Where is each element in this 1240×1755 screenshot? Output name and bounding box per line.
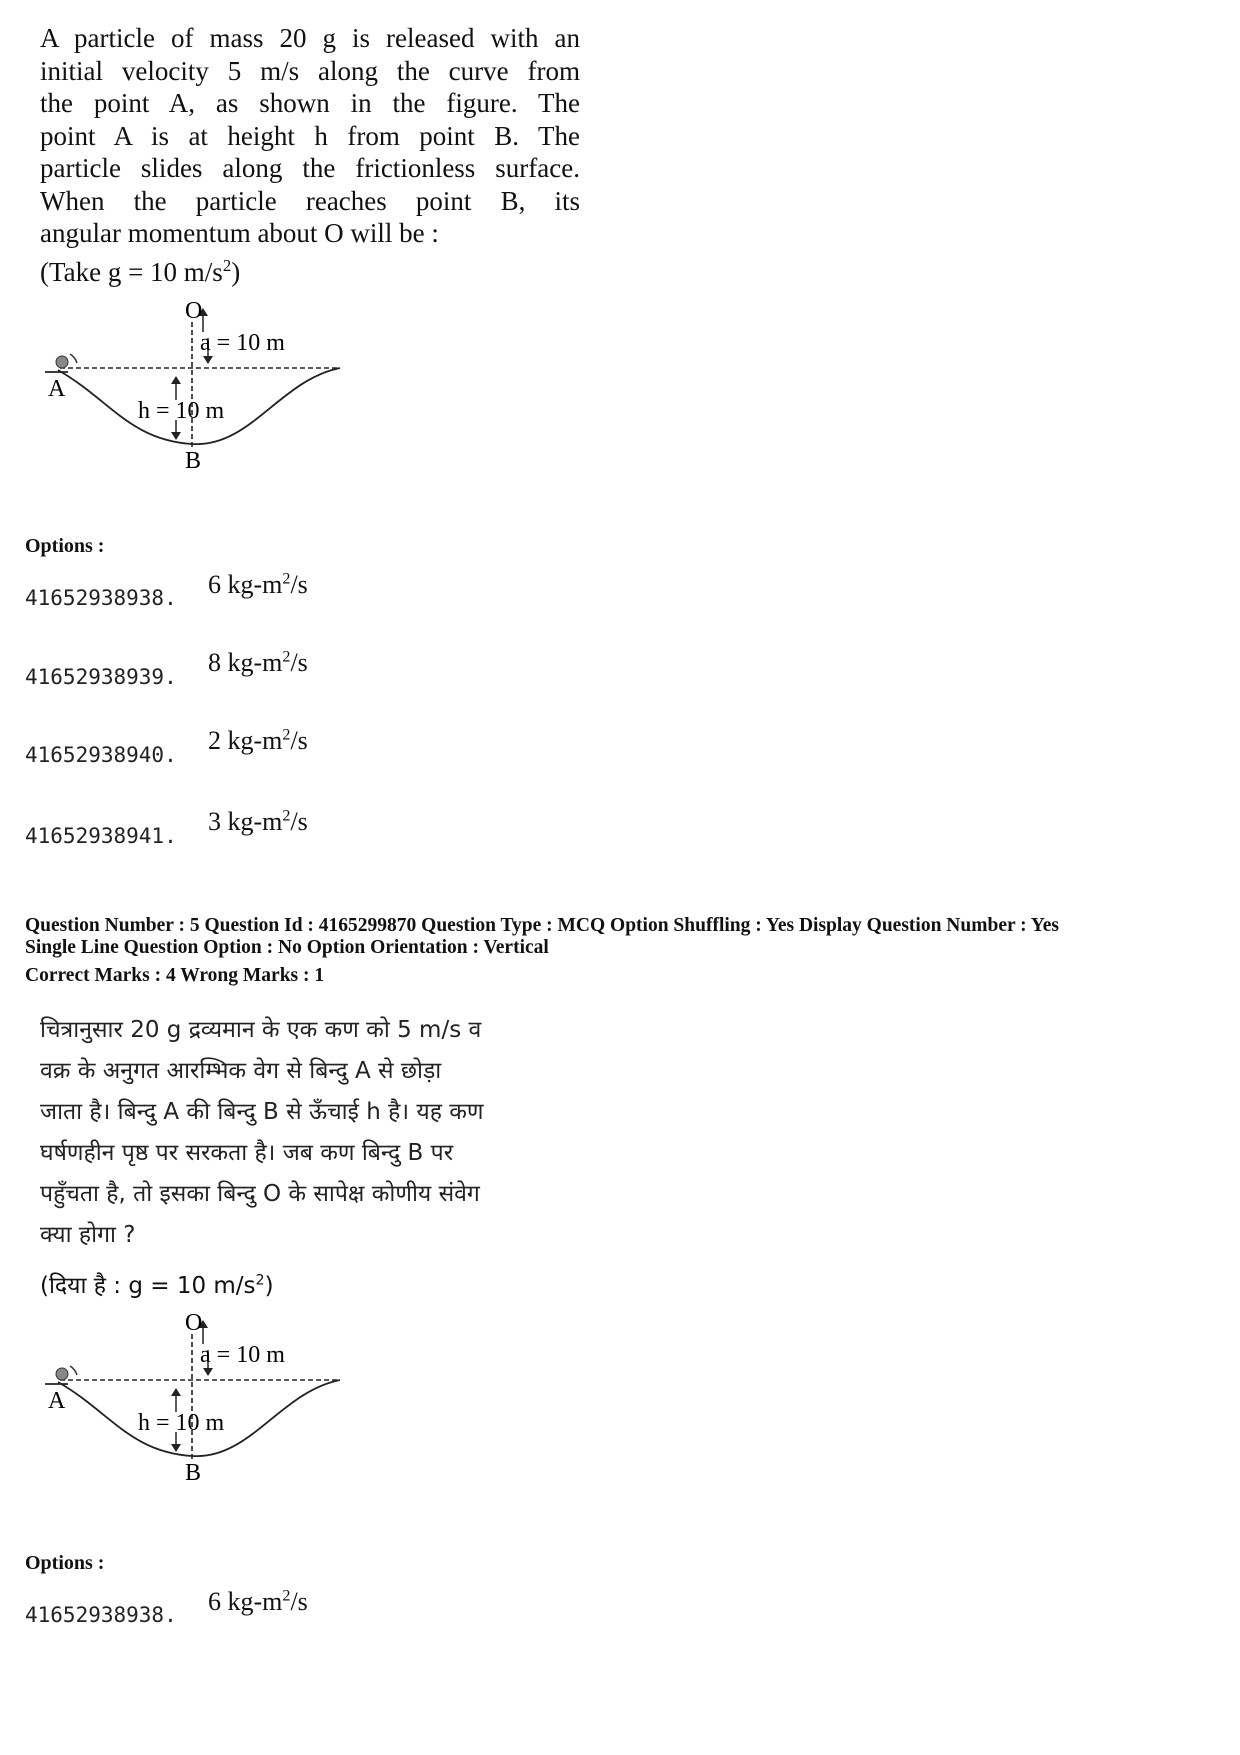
given-gravity: (Take g = 10 $m/s^2$) — [40, 256, 241, 287]
label-o: O — [185, 300, 203, 324]
option-value[interactable]: 8 $kg-m^2/s$ — [208, 648, 308, 677]
question-text-hindi — [40, 1010, 560, 1256]
options-label: Options : — [25, 1552, 105, 1574]
label-a-distance: a = 10 m — [200, 1342, 285, 1368]
arrow-down-icon — [171, 432, 181, 440]
label-a: A — [48, 376, 66, 402]
options-label: Options : — [25, 535, 105, 557]
option-id: 41652938940. — [25, 743, 177, 767]
question-line: initial velocity 5 m/s along the curve from — [40, 55, 580, 86]
question-meta-line: Question Number : 5 Question Id : 4165299870 Question Type : MCQ Option Shuffling : Yes Display Question Number : Yes — [25, 915, 1059, 936]
given-gravity-hindi: (दिया है : g = 10 $m/s^2$) — [40, 1272, 274, 1299]
option-id: 41652938938. — [25, 586, 177, 610]
curve-diagram — [40, 300, 360, 530]
particle-icon — [56, 1368, 68, 1380]
marks-line: Correct Marks : 4 Wrong Marks : 1 — [25, 965, 325, 986]
label-a-distance: a = 10 m — [200, 330, 285, 356]
question-line: A particle of mass 20 g is released with an — [40, 23, 580, 53]
question-line: क्या होगा ? — [40, 1222, 136, 1248]
label-b: B — [185, 448, 202, 474]
option-value[interactable]: 6 $kg-m^2/s$ — [208, 1587, 308, 1616]
label-a: A — [48, 1388, 66, 1414]
question-line: angular momentum about O will be : — [40, 218, 439, 248]
question-line: the point A, as shown in the figure. The — [40, 88, 580, 118]
question-line: वक्र के अनुगत आरम्भिक वेग से बिन्दु A से छोड़ा — [40, 1058, 442, 1084]
curve-diagram — [40, 1312, 360, 1542]
question-line: घर्षणहीन पृष्ठ पर सरकता है। जब कण बिन्दु B पर — [40, 1140, 454, 1166]
label-b: B — [185, 1460, 202, 1486]
question-line: point A is at height h from point B. The — [40, 120, 580, 151]
option-id: 41652938941. — [25, 824, 177, 848]
arrow-down-icon — [203, 1368, 213, 1376]
label-o: O — [185, 1312, 203, 1336]
arrow-up-icon — [171, 376, 181, 384]
question-line: जाता है। बिन्दु A की बिन्दु B से ऊँचाई h है। यह कण — [40, 1099, 484, 1125]
arrow-down-icon — [171, 1444, 181, 1452]
option-value[interactable]: 2 $kg-m^2/s$ — [208, 726, 308, 755]
label-h-distance: h = 10 m — [138, 398, 225, 424]
question-line: पहुँचता है, तो इसका बिन्दु O के सापेक्ष कोणीय संवेग — [40, 1181, 480, 1207]
question-line: चित्रानुसार 20 g द्रव्यमान के एक कण को 5 m/s व — [40, 1017, 482, 1043]
option-id: 41652938939. — [25, 665, 177, 689]
question-line: When the particle reaches point B, its — [40, 185, 580, 216]
option-id: 41652938938. — [25, 1603, 177, 1627]
particle-icon — [56, 356, 68, 368]
question-meta-line: Single Line Question Option : No Option Orientation : Vertical — [25, 937, 549, 958]
arrow-down-icon — [203, 356, 213, 364]
question-line: particle slides along the frictionless surface. — [40, 153, 580, 183]
label-h-distance: h = 10 m — [138, 1410, 225, 1436]
arrow-up-icon — [171, 1388, 181, 1396]
option-value[interactable]: 6 $kg-m^2/s$ — [208, 570, 308, 599]
option-value[interactable]: 3 $kg-m^2/s$ — [208, 807, 308, 836]
question-text-english — [40, 22, 580, 250]
